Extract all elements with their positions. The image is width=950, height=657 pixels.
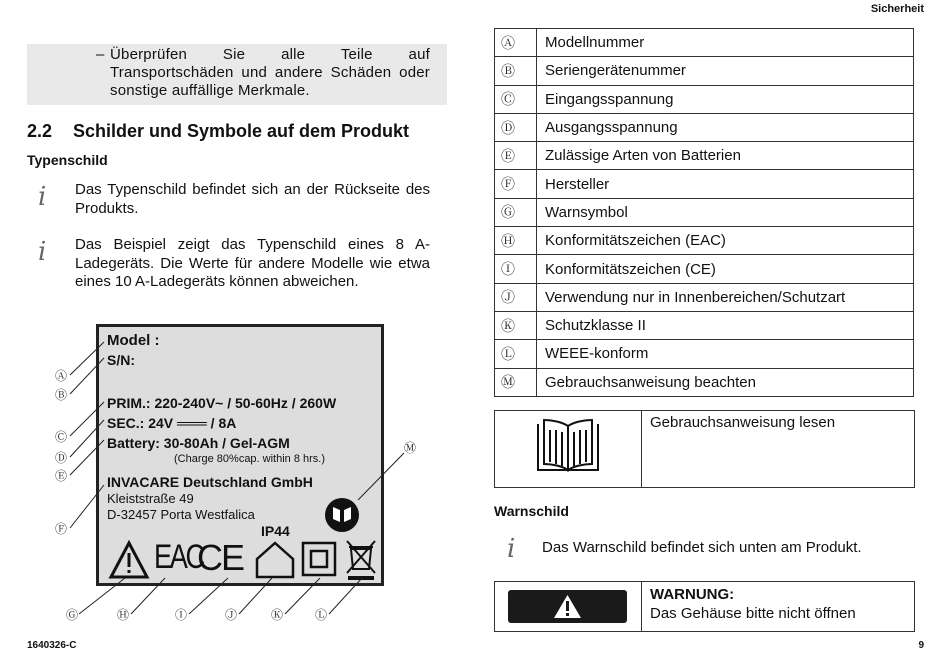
legend-text: Zulässige Arten von Batterien (537, 142, 914, 170)
legend-text: Warnsymbol (537, 198, 914, 226)
info-icon: i (38, 237, 47, 267)
table-row (495, 255, 914, 283)
table-row (495, 311, 914, 339)
box-divider (641, 581, 642, 632)
callout-d: Ⓓ (55, 451, 68, 465)
legend-letter: Ⓗ (495, 227, 537, 255)
table-row (495, 198, 914, 226)
legend-letter: Ⓕ (495, 170, 537, 198)
callout-a: Ⓐ (55, 369, 68, 383)
bullet-dash: – (96, 46, 105, 63)
warning-title: WARNUNG: (650, 586, 735, 603)
callout-k: Ⓚ (271, 608, 284, 622)
section-number: 2.2 (27, 121, 53, 141)
table-row (495, 113, 914, 141)
legend-letter: Ⓔ (495, 142, 537, 170)
warnschild-heading: Warnschild (494, 503, 569, 519)
callout-c: Ⓒ (55, 430, 68, 444)
warning-triangle-icon (508, 590, 627, 623)
table-row (495, 340, 914, 368)
legend-letter: Ⓓ (495, 113, 537, 141)
legend-text: Verwendung nur in Innenbereichen/Schutzart (537, 283, 914, 311)
legend-text: Modellnummer (537, 29, 914, 57)
document-id: 1640326-C (27, 640, 77, 651)
legend-letter: Ⓑ (495, 57, 537, 85)
typenschild-heading: Typenschild (27, 152, 108, 168)
table-row (495, 368, 914, 396)
callout-f: Ⓕ (55, 522, 68, 536)
info-icon: i (38, 182, 47, 212)
typenschild-note-1: Das Typenschild befindet sich an der Rückseite des Produkts. (75, 181, 430, 217)
section-title: Schilder und Symbole auf dem Produkt (73, 121, 410, 141)
typenschild-note-2: Das Beispiel zeigt das Typenschild eines 8 A-Ladegeräts. Die Werte für andere Modelle wie etwa eines 10 A-Ladegeräts können abweichen. (75, 236, 430, 290)
legend-letter: Ⓙ (495, 283, 537, 311)
legend-text: Seriengerätenummer (537, 57, 914, 85)
callout-l: Ⓛ (315, 608, 328, 622)
legend-text: Eingangsspannung (537, 85, 914, 113)
plate-charge-note: (Charge 80%cap. within 8 hrs.) (174, 453, 326, 465)
legend-letter: Ⓚ (495, 311, 537, 339)
open-book-icon (530, 418, 606, 478)
plate-ip-rating: IP44 (261, 523, 290, 539)
plate-city: D-32457 Porta Westfalica (107, 507, 255, 522)
eac-mark: EAC (154, 538, 203, 576)
legend-text: Gebrauchsanweisung beachten (537, 368, 914, 396)
table-row (495, 29, 914, 57)
callout-e: Ⓔ (55, 469, 68, 483)
table-row (495, 283, 914, 311)
table-row (495, 142, 914, 170)
table-row (495, 85, 914, 113)
legend-text: WEEE-konform (537, 340, 914, 368)
legend-text: Hersteller (537, 170, 914, 198)
plate-secondary-voltage: SEC.: 24V ═══ / 8A (107, 415, 237, 431)
callout-g: Ⓖ (66, 608, 79, 622)
table-row (495, 57, 914, 85)
checklist-text: Überprüfen Sie alle Teile auf Transportschäden und andere Schäden oder sonstige auffällige Merkmale. (110, 46, 430, 99)
warnschild-note: Das Warnschild befindet sich unten am Produkt. (542, 539, 862, 556)
plate-serial-label: S/N: (107, 352, 135, 368)
warning-text: Das Gehäuse bitte nicht öffnen (650, 605, 856, 622)
box-divider (641, 410, 642, 488)
plate-street: Kleiststraße 49 (107, 491, 194, 506)
legend-text: Konformitätszeichen (CE) (537, 255, 914, 283)
legend-letter: Ⓘ (495, 255, 537, 283)
legend-table (494, 28, 914, 397)
callout-m: Ⓜ (404, 441, 417, 455)
warning-label-black (508, 590, 627, 623)
ce-mark: CE (197, 537, 244, 578)
legend-letter: Ⓛ (495, 340, 537, 368)
legend-letter: Ⓒ (495, 85, 537, 113)
page-number: 9 (918, 640, 924, 651)
plate-model-label: Model : (107, 332, 160, 349)
manual-box-text: Gebrauchsanweisung lesen (650, 414, 836, 431)
callout-h: Ⓗ (117, 608, 130, 622)
legend-letter: Ⓜ (495, 368, 537, 396)
legend-letter: Ⓐ (495, 29, 537, 57)
callout-b: Ⓑ (55, 388, 68, 402)
plate-primary-voltage: PRIM.: 220-240V~ / 50-60Hz / 260W (107, 395, 337, 411)
plate-battery: Battery: 30-80Ah / Gel-AGM (107, 435, 290, 451)
info-icon: i (507, 534, 516, 564)
table-row (495, 170, 914, 198)
legend-letter: Ⓖ (495, 198, 537, 226)
callout-j: Ⓙ (225, 608, 238, 622)
legend-text: Ausgangsspannung (537, 113, 914, 141)
plate-company: INVACARE Deutschland GmbH (107, 474, 313, 490)
legend-text: Konformitätszeichen (EAC) (537, 227, 914, 255)
table-row (495, 227, 914, 255)
legend-text: Schutzklasse II (537, 311, 914, 339)
callout-i: Ⓘ (175, 608, 188, 622)
running-header: Sicherheit (870, 3, 924, 15)
